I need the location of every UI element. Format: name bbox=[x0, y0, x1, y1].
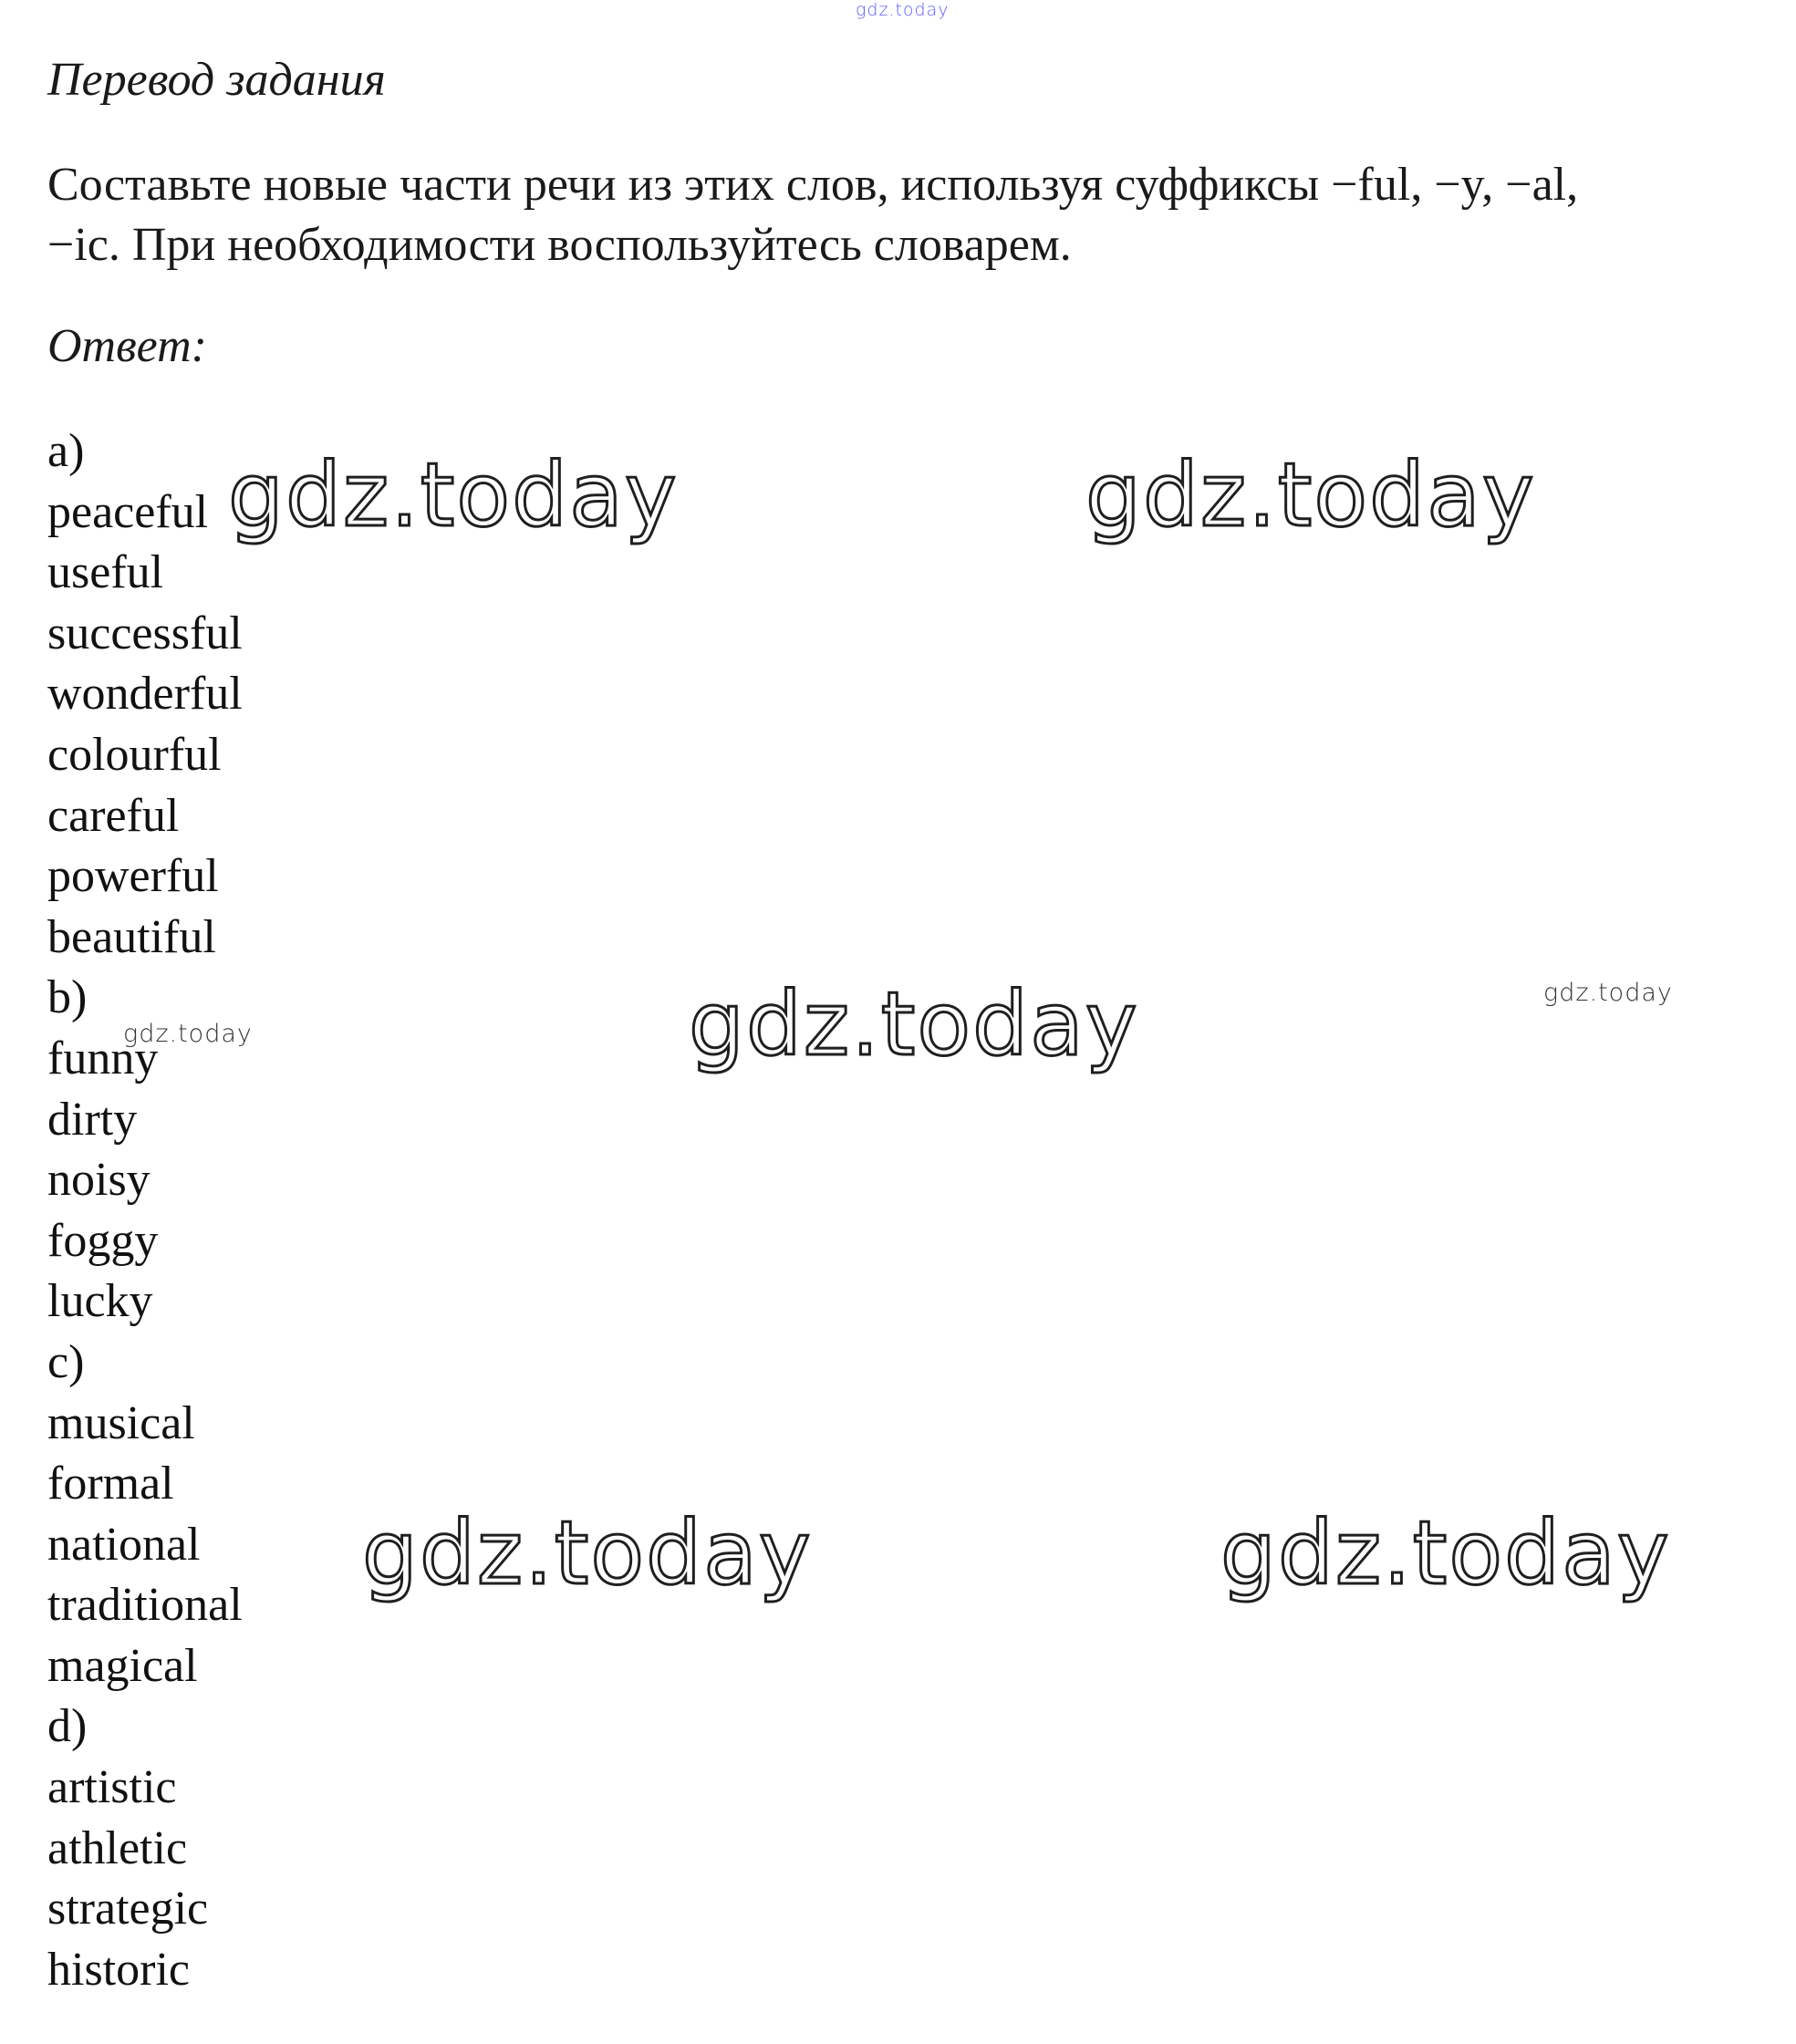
task-text bbox=[47, 155, 1762, 275]
watermark: gdz.today bbox=[689, 973, 1139, 1075]
answer-item: beautiful bbox=[47, 910, 216, 963]
answer-title: Ответ: bbox=[47, 320, 207, 372]
watermark: gdz.today bbox=[1085, 444, 1536, 546]
answer-item: athletic bbox=[47, 1821, 188, 1874]
answer-item: a) bbox=[47, 425, 85, 477]
answer-item: strategic bbox=[47, 1883, 209, 1935]
answer-item: wonderful bbox=[47, 668, 243, 721]
task-text-line: Составьте новые части речи из этих слов, используя суффиксы −ful, −y, −al, bbox=[47, 159, 1579, 211]
answer-item: artistic bbox=[47, 1761, 177, 1814]
answer-item: c) bbox=[47, 1335, 85, 1388]
answer-item: noisy bbox=[47, 1154, 151, 1207]
answer-item: funny bbox=[47, 1032, 159, 1084]
answer-item: d) bbox=[47, 1700, 88, 1753]
watermark: gdz.today bbox=[228, 444, 679, 546]
watermark-small: gdz.today bbox=[1543, 979, 1673, 1007]
answer-item: careful bbox=[47, 789, 180, 842]
task-text-line: −ic. При необходимости воспользуйтесь словарем. bbox=[47, 219, 1072, 271]
answer-item: powerful bbox=[47, 850, 219, 903]
answer-item: national bbox=[47, 1518, 201, 1571]
answer-item: dirty bbox=[47, 1093, 138, 1146]
answer-item: successful bbox=[47, 607, 243, 659]
answer-item: musical bbox=[47, 1396, 195, 1449]
answer-item: foggy bbox=[47, 1214, 159, 1267]
watermark: gdz.today bbox=[1220, 1502, 1671, 1604]
watermark: gdz.today bbox=[362, 1502, 813, 1604]
task-title: Перевод задания bbox=[47, 54, 386, 106]
answer-item: lucky bbox=[47, 1275, 153, 1328]
answer-item: b) bbox=[47, 971, 88, 1024]
answer-item: magical bbox=[47, 1639, 198, 1692]
watermark-top: gdz.today bbox=[856, 0, 950, 20]
answer-list bbox=[47, 421, 243, 2000]
answer-item: peaceful bbox=[47, 485, 209, 538]
answer-item: formal bbox=[47, 1458, 174, 1510]
watermark-small: gdz.today bbox=[123, 1020, 253, 1048]
answer-item: colourful bbox=[47, 728, 222, 781]
answer-item: traditional bbox=[47, 1579, 243, 1632]
answer-item: historic bbox=[47, 1943, 190, 1996]
answer-item: useful bbox=[47, 546, 164, 599]
